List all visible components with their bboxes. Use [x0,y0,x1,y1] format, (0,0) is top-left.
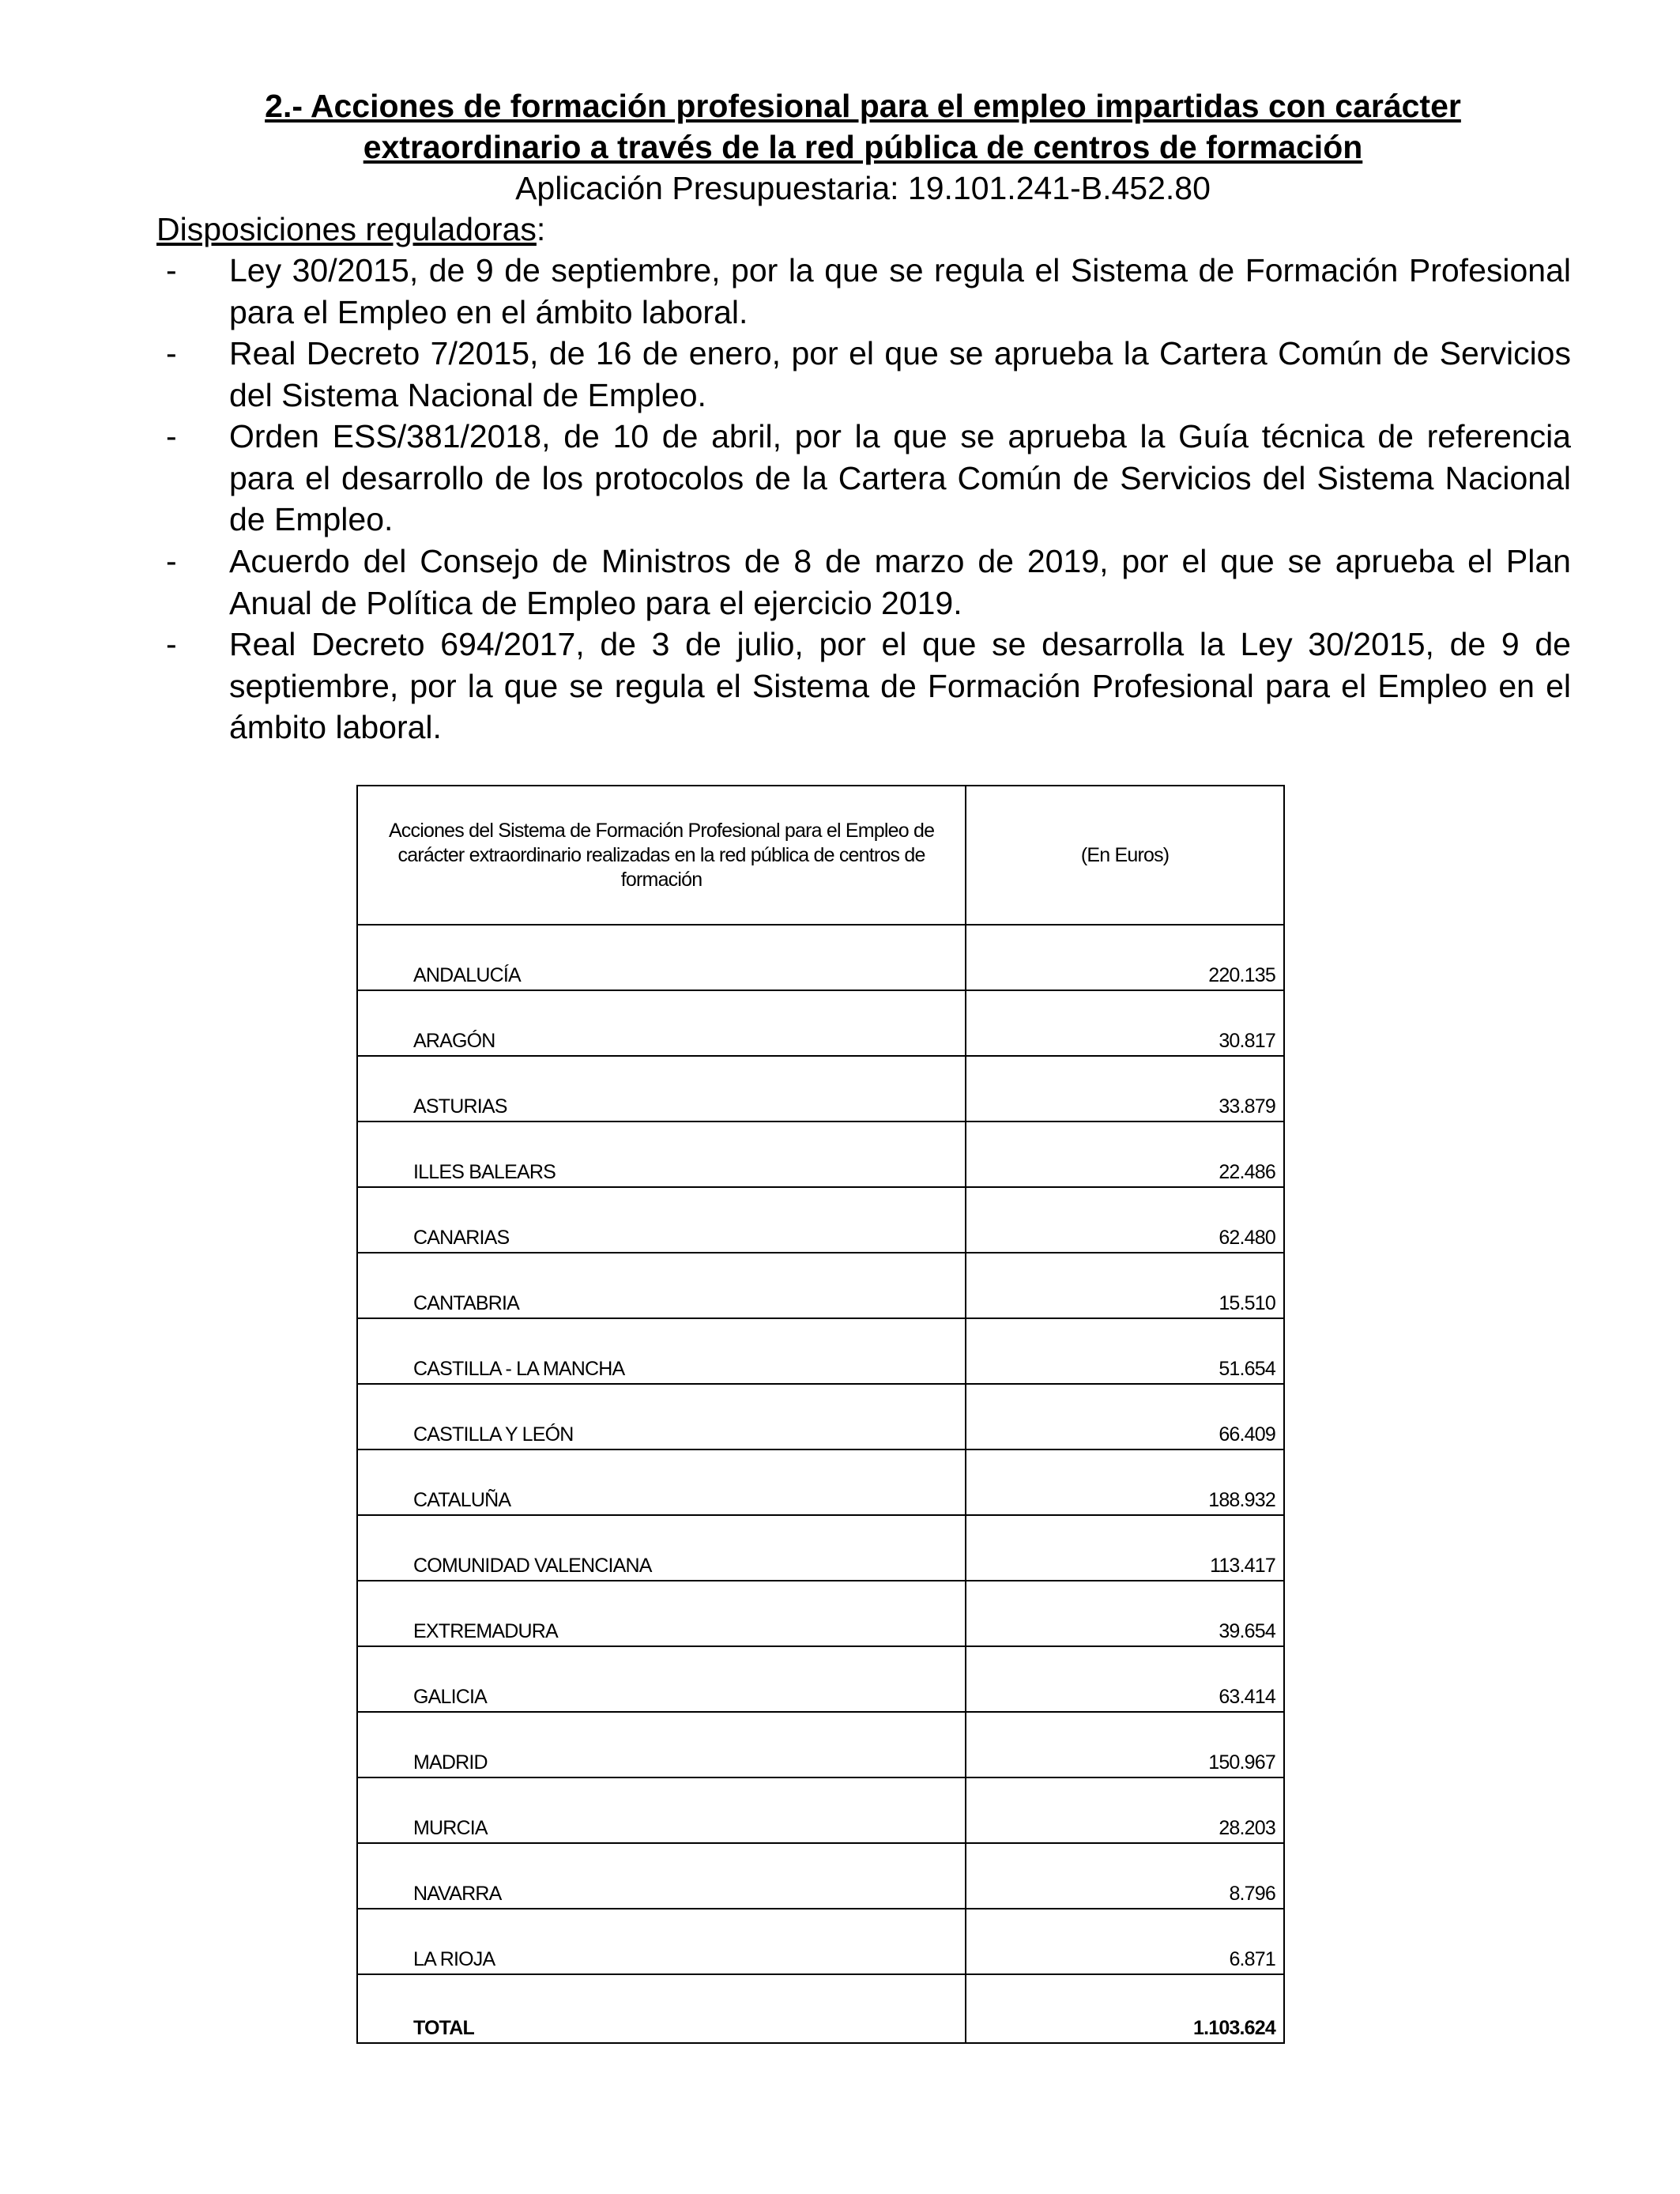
region-name: COMUNIDAD VALENCIANA [357,1515,966,1581]
region-name: LA RIOJA [357,1909,966,1974]
total-label: TOTAL [357,1974,966,2043]
region-amount: 30.817 [966,990,1284,1056]
table-row [357,1056,1284,1122]
region-name: EXTREMADURA [357,1581,966,1646]
region-name: CANARIAS [357,1187,966,1253]
header-currency: (En Euros) [966,786,1284,925]
region-name: CASTILLA Y LEÓN [357,1384,966,1449]
regulation-text: Real Decreto 7/2015, de 16 de enero, por el que se aprueba la Cartera Común de Servicios del Sistema Nacional de Empleo. [229,335,1571,413]
table-row [357,1449,1284,1515]
table-row [357,990,1284,1056]
region-name: CANTABRIA [357,1253,966,1318]
table-row [357,925,1284,990]
table-row [357,1646,1284,1712]
regulation-item [166,250,1571,333]
region-name: GALICIA [357,1646,966,1712]
region-amount: 6.871 [966,1909,1284,1974]
table-row [357,1122,1284,1187]
table-total-row [357,1974,1284,2043]
regulations-title-colon: : [536,211,546,247]
region-name: MURCIA [357,1777,966,1843]
list-bullet: - [166,543,177,579]
region-amount: 39.654 [966,1581,1284,1646]
table-row [357,1318,1284,1384]
list-bullet: - [166,252,177,288]
region-amount: 188.932 [966,1449,1284,1515]
region-amount: 33.879 [966,1056,1284,1122]
table-row [357,1581,1284,1646]
regulation-item [166,541,1571,624]
table-row [357,1777,1284,1843]
list-bullet: - [166,335,177,371]
list-bullet: - [166,418,177,454]
total-amount: 1.103.624 [966,1974,1284,2043]
table-row [357,1843,1284,1909]
region-amount: 22.486 [966,1122,1284,1187]
regulation-item [166,333,1571,416]
table-row [357,1384,1284,1449]
regulations-title-text: Disposiciones reguladoras [156,211,537,247]
region-name: NAVARRA [357,1843,966,1909]
region-name: CASTILLA - LA MANCHA [357,1318,966,1384]
region-amount: 66.409 [966,1384,1284,1449]
table-row [357,1187,1284,1253]
region-amount: 150.967 [966,1712,1284,1777]
regulation-text: Acuerdo del Consejo de Ministros de 8 de marzo de 2019, por el que se aprueba el Plan Anual de Política de Empleo para el ejercicio 2019. [229,543,1571,621]
region-name: ANDALUCÍA [357,925,966,990]
table-row [357,1515,1284,1581]
table-row [357,1253,1284,1318]
regulation-text: Real Decreto 694/2017, de 3 de julio, por el que se desarrolla la Ley 30/2015, de 9 de septiembre, por la que se regula el Sistema de Formación Profesional para el Empleo en el ámbito laboral. [229,626,1571,745]
section-title-line-2: extraordinario a través de la red pública de centros de formación [363,129,1363,165]
list-bullet: - [166,626,177,662]
region-name: CATALUÑA [357,1449,966,1515]
table-row [357,1712,1284,1777]
region-amount: 113.417 [966,1515,1284,1581]
region-amount: 62.480 [966,1187,1284,1253]
region-amount: 8.796 [966,1843,1284,1909]
region-amount: 28.203 [966,1777,1284,1843]
header-description: Acciones del Sistema de Formación Profesional para el Empleo de carácter extraordinario realizadas en la red pública de centros de formación [357,786,966,925]
region-amount: 15.510 [966,1253,1284,1318]
region-name: ARAGÓN [357,990,966,1056]
region-name: ASTURIAS [357,1056,966,1122]
budget-application: Aplicación Presupuestaria: 19.101.241-B.452.80 [515,170,1211,206]
region-name: MADRID [357,1712,966,1777]
region-amount: 220.135 [966,925,1284,990]
regulation-text: Ley 30/2015, de 9 de septiembre, por la que se regula el Sistema de Formación Profesional para el Empleo en el ámbito laboral. [229,252,1571,330]
table-row [357,1909,1284,1974]
region-name: ILLES BALEARS [357,1122,966,1187]
regulations-title [156,209,545,250]
regulation-item [166,416,1571,541]
table-header-row [357,786,1284,925]
section-title-line-1: 2.- Acciones de formación profesional para el empleo impartidas con carácter [265,88,1461,124]
regulation-text: Orden ESS/381/2018, de 10 de abril, por la que se aprueba la Guía técnica de referencia para el desarrollo de los protocolos de la Cartera Común de Servicios del Sistema Nacional de Empleo. [229,418,1571,537]
regulation-item [166,624,1571,748]
funding-table [356,785,1285,2044]
region-amount: 63.414 [966,1646,1284,1712]
region-amount: 51.654 [966,1318,1284,1384]
